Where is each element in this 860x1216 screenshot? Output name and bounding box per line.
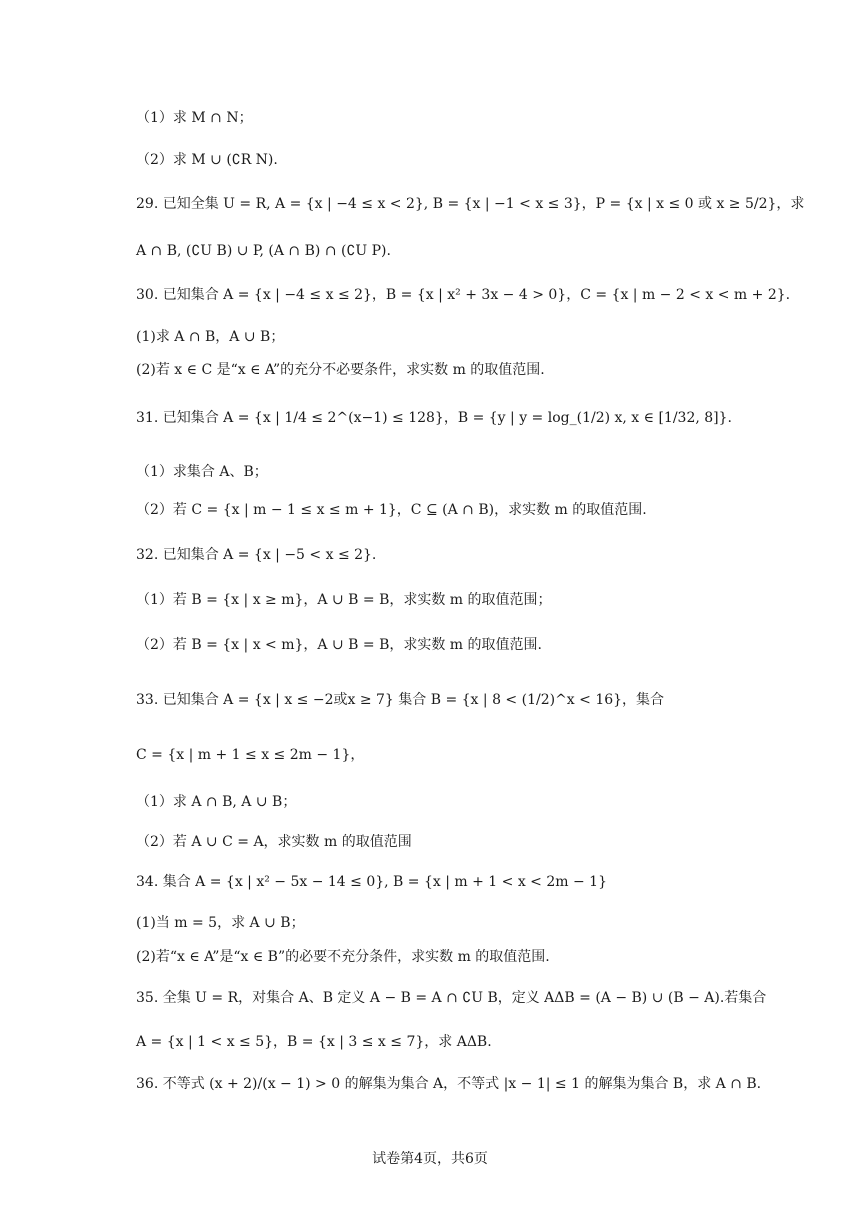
question-line: （2）求 M ∪ (∁R N). xyxy=(136,152,278,168)
question-line: （1）求 A ∩ B, A ∪ B； xyxy=(136,794,297,810)
question-line: 33. 已知集合 A = {x | x ≤ −2或x ≥ 7} 集合 B = {x | 8 < (1/2)^x < 16}，集合 xyxy=(136,692,665,708)
question-line: (1)当 m = 5，求 A ∪ B； xyxy=(136,915,305,931)
page-footer: 试卷第4页，共6页 xyxy=(372,1151,488,1167)
question-line: A = {x | 1 < x ≤ 5}，B = {x | 3 ≤ x ≤ 7}，求 AΔB. xyxy=(136,1034,492,1050)
question-line: (2)若“x ∈ A”是“x ∈ B”的必要不充分条件，求实数 m 的取值范围. xyxy=(136,949,550,965)
question-line: （1）若 B = {x | x ≥ m}，A ∪ B = B，求实数 m 的取值范围； xyxy=(136,592,552,608)
question-line: 31. 已知集合 A = {x | 1/4 ≤ 2^(x−1) ≤ 128}，B = {y | y = log_(1/2) x, x ∈ [1/32, 8]}. xyxy=(136,410,732,426)
question-line: （1）求集合 A、B； xyxy=(136,464,268,480)
question-line: （2）若 A ∪ C = A，求实数 m 的取值范围 xyxy=(136,834,412,850)
question-line: 36. 不等式 (x + 2)/(x − 1) > 0 的解集为集合 A，不等式 |x − 1| ≤ 1 的解集为集合 B，求 A ∩ B. xyxy=(136,1076,762,1092)
question-line: C = {x | m + 1 ≤ x ≤ 2m − 1}， xyxy=(136,747,365,763)
question-line: 32. 已知集合 A = {x | −5 < x ≤ 2}. xyxy=(136,547,377,563)
question-line: A ∩ B, (∁U B) ∪ P, (A ∩ B) ∩ (∁U P). xyxy=(136,243,391,259)
question-line: 35. 全集 U = R，对集合 A、B 定义 A − B = A ∩ ∁U B，定义 AΔB = (A − B) ∪ (B − A).若集合 xyxy=(136,990,767,1006)
question-line: 34. 集合 A = {x | x² − 5x − 14 ≤ 0}, B = {x | m + 1 < x < 2m − 1} xyxy=(136,874,607,890)
question-line: （2）若 C = {x | m − 1 ≤ x ≤ m + 1}，C ⊆ (A ∩ B)，求实数 m 的取值范围. xyxy=(136,502,647,518)
question-line: 30. 已知集合 A = {x | −4 ≤ x ≤ 2}，B = {x | x² + 3x − 4 > 0}，C = {x | m − 2 < x < m + 2}. xyxy=(136,287,791,303)
question-line: （2）若 B = {x | x < m}，A ∪ B = B，求实数 m 的取值范围. xyxy=(136,637,542,653)
question-line: 29. 已知全集 U = R, A = {x | −4 ≤ x < 2}, B = {x | −1 < x ≤ 3}，P = {x | x ≤ 0 或 x ≥ 5/2}，求 xyxy=(136,196,805,212)
question-line: (1)求 A ∩ B，A ∪ B； xyxy=(136,329,285,345)
question-line: (2)若 x ∈ C 是“x ∈ A”的充分不必要条件，求实数 m 的取值范围. xyxy=(136,362,545,378)
question-line: （1）求 M ∩ N； xyxy=(136,110,253,126)
